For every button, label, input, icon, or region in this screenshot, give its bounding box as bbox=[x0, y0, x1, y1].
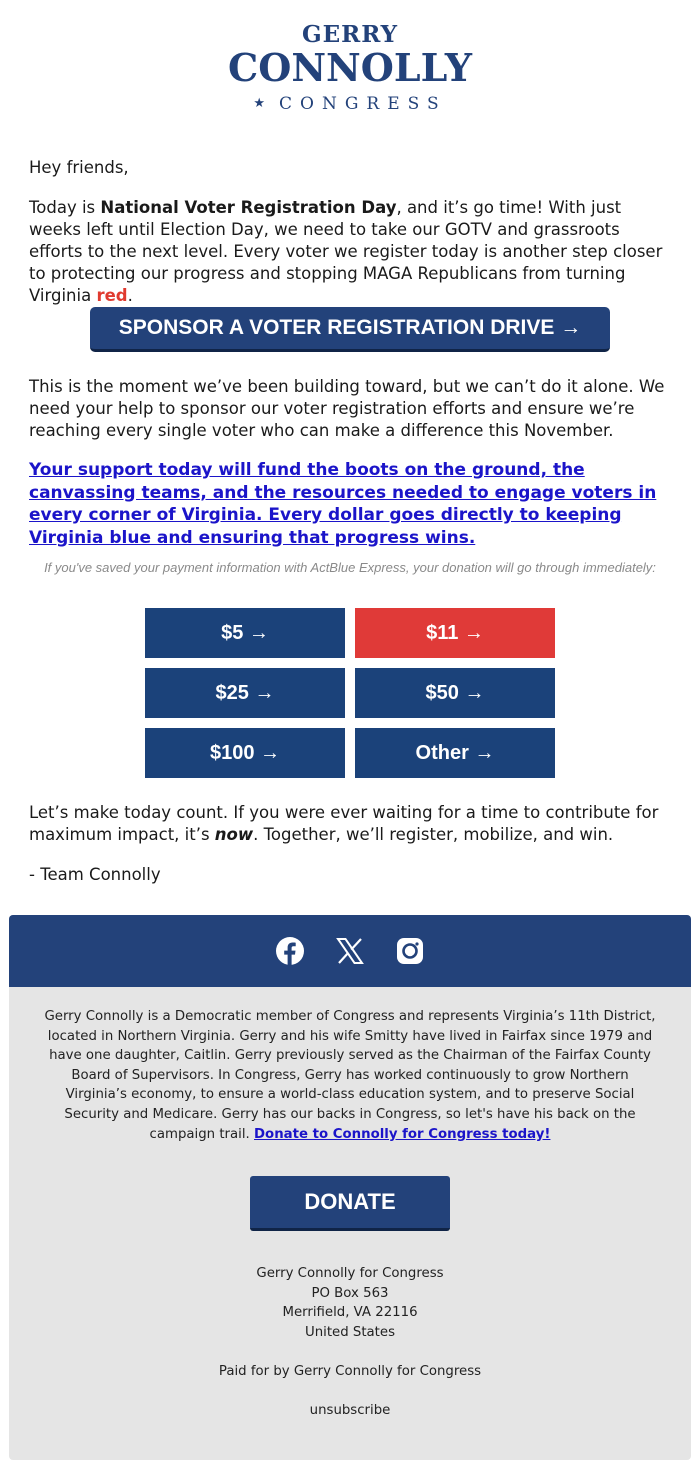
donate-5-button[interactable]: $5 → bbox=[145, 608, 345, 658]
donate-11-button[interactable]: $11 → bbox=[355, 608, 555, 658]
closing-text-1: Let’s make today count. If you were ever waiting for a time to contribute for maximum impact, it’s bbox=[29, 803, 659, 844]
paid-for-disclaimer: Paid for by Gerry Connolly for Congress bbox=[218, 1364, 482, 1379]
intro-paragraph bbox=[29, 197, 671, 307]
social-bar bbox=[9, 915, 691, 987]
intro-text-1: Today is bbox=[29, 198, 101, 217]
donate-button[interactable]: DONATE bbox=[250, 1176, 450, 1231]
x-icon[interactable] bbox=[335, 936, 365, 966]
closing-text-2: . Together, we’ll register, mobilize, and win. bbox=[253, 825, 614, 844]
bio-text: Gerry Connolly is a Democratic member of Congress and represents Virginia’s 11th District, located in Northern Virginia. Gerry and his wife Smitty have lived in Fairfax since 1979 and have one daughter, Caitlin. Gerry previously served as the Chairman of the Fairfax County Board of Supervisors. In Congress, Gerry has worked continuously to grow Northern Virginia’s economy, to ensure a world-class education system, and to preserve Social Security and Medicare. Gerry has our backs in Congress, so let's have his back on the campaign trail. bbox=[44, 1009, 656, 1142]
logo-first-name: GERRY bbox=[301, 21, 399, 48]
closing-emphasis: now bbox=[214, 825, 254, 844]
logo-last-name: CONNOLLY bbox=[227, 45, 473, 90]
instagram-icon[interactable] bbox=[395, 936, 425, 966]
intro-bold: National Voter Registration Day bbox=[100, 198, 397, 217]
support-link[interactable]: Your support today will fund the boots on the ground, the canvassing teams, and the resources needed to engage voters in every corner of Virginia. Every dollar goes directly to keeping Virginia blue and ensuring that progress wins. bbox=[29, 460, 657, 548]
donate-25-button[interactable]: $25 → bbox=[145, 668, 345, 718]
address-line: Gerry Connolly for Congress bbox=[256, 1266, 444, 1281]
intro-text-2: , and it’s go time! With just weeks left until Election Day, we need to take our GOTV and grassroots efforts to the next level. Every voter we register today is another step closer to protecting our progress and stopping MAGA Republicans from turning Virginia bbox=[29, 198, 663, 305]
help-paragraph: This is the moment we’ve been building toward, but we can’t do it alone. We need your help to sponsor our voter registration efforts and ensure we’re reaching every single voter who can make a difference this November. bbox=[29, 377, 665, 440]
closing-paragraph bbox=[29, 802, 671, 846]
donate-100-button[interactable]: $100 → bbox=[145, 728, 345, 778]
unsubscribe-link[interactable]: unsubscribe bbox=[309, 1403, 391, 1418]
star-icon: ★ bbox=[253, 96, 280, 111]
mailing-address bbox=[9, 1264, 691, 1342]
sponsor-drive-button[interactable]: SPONSOR A VOTER REGISTRATION DRIVE → bbox=[90, 307, 610, 352]
donate-50-button[interactable]: $50 → bbox=[355, 668, 555, 718]
address-line: PO Box 563 bbox=[311, 1285, 389, 1301]
candidate-bio bbox=[39, 1007, 661, 1144]
actblue-express-note: If you've saved your payment information with ActBlue Express, your donation will go through immediately: bbox=[44, 560, 656, 575]
address-line: Merrifield, VA 22116 bbox=[282, 1305, 418, 1321]
facebook-icon[interactable] bbox=[275, 936, 305, 966]
address-line: United States bbox=[304, 1324, 396, 1340]
intro-text-3: . bbox=[127, 286, 133, 305]
bio-donate-link[interactable]: Donate to Connolly for Congress today! bbox=[254, 1126, 551, 1142]
signoff: - Team Connolly bbox=[29, 865, 161, 884]
footer bbox=[9, 915, 691, 1460]
logo-congress-text: CONGRESS bbox=[279, 94, 447, 114]
campaign-logo bbox=[0, 22, 700, 118]
logo-congress bbox=[0, 90, 700, 118]
greeting: Hey friends, bbox=[29, 158, 129, 177]
intro-red-word: red bbox=[96, 286, 128, 305]
donate-other-button[interactable]: Other → bbox=[355, 728, 555, 778]
